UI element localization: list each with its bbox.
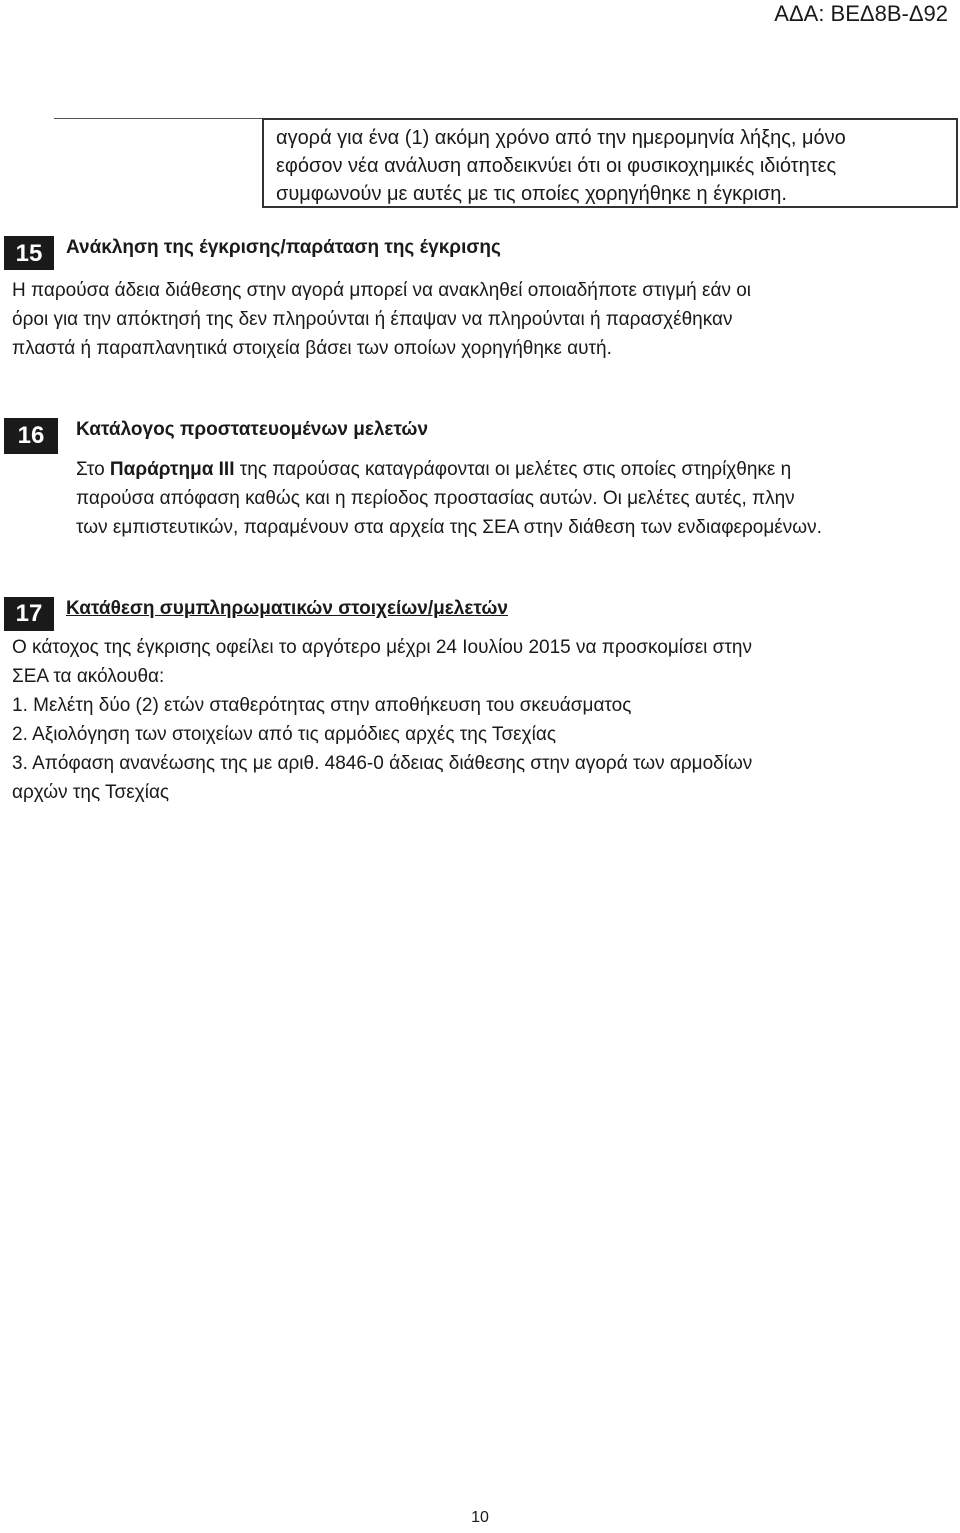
section-15-heading: Ανάκληση της έγκρισης/παράταση της έγκρισης bbox=[66, 237, 501, 258]
conditions-table-fragment bbox=[54, 118, 958, 208]
section-17-item-2: 2. Αξιολόγηση των στοιχείων από τις αρμόδιες αρχές της Τσεχίας bbox=[12, 724, 556, 745]
section-15-line-3: πλαστά ή παραπλανητικά στοιχεία βάσει των οποίων χορηγήθηκε αυτή. bbox=[12, 338, 612, 359]
table-cell-text bbox=[262, 118, 958, 208]
annex-reference: Παράρτημα ΙΙΙ bbox=[109, 459, 235, 480]
section-15-line-2: όροι για την απόκτησή της δεν πληρούνται ή έπαψαν να πληρούνται ή παρασχέθηκαν bbox=[12, 309, 733, 330]
section-17-item-1: 1. Μελέτη δύο (2) ετών σταθερότητας στην αποθήκευση του σκευάσματος bbox=[12, 695, 632, 716]
page-number: 10 bbox=[471, 1509, 489, 1526]
section-17-line-2: ΣΕΑ τα ακόλουθα: bbox=[12, 666, 165, 687]
section-15-paragraph bbox=[12, 276, 892, 363]
section-17-paragraph bbox=[12, 633, 912, 807]
section-number-17: 17 bbox=[4, 597, 54, 631]
section-17-heading: Κατάθεση συμπληρωματικών στοιχείων/μελετών bbox=[66, 598, 508, 619]
section-number-15: 15 bbox=[4, 236, 54, 270]
section-16-heading: Κατάλογος προστατευομένων μελετών bbox=[76, 419, 429, 440]
section-16-line-3: των εμπιστευτικών, παραμένουν στα αρχεία της ΣΕΑ στην διάθεση των ενδιαφερομένων. bbox=[76, 517, 822, 538]
table-line-1: αγορά για ένα (1) ακόμη χρόνο από την ημερομηνία λήξης, μόνο bbox=[276, 127, 846, 149]
section-17-line-1: Ο κάτοχος της έγκρισης οφείλει το αργότερο μέχρι 24 Ιουλίου 2015 να προσκομίσει στην bbox=[12, 637, 752, 658]
section-16-line-1 bbox=[76, 455, 946, 484]
section-16-line-1-pre: Στο bbox=[76, 459, 110, 480]
table-rule bbox=[54, 118, 264, 119]
ada-code: ΑΔΑ: ΒΕΔ8Β-Δ92 bbox=[774, 1, 948, 26]
section-16-line-2: παρούσα απόφαση καθώς και η περίοδος προστασίας αυτών. Οι μελέτες αυτές, πλην bbox=[76, 488, 795, 509]
section-15-line-1: Η παρούσα άδεια διάθεσης στην αγορά μπορεί να ανακληθεί οποιαδήποτε στιγμή εάν οι bbox=[12, 280, 752, 301]
section-17-item-3: 3. Απόφαση ανανέωσης της με αριθ. 4846-0 άδειας διάθεσης στην αγορά των αρμοδίων bbox=[12, 753, 753, 774]
table-line-2: εφόσον νέα ανάλυση αποδεικνύει ότι οι φυσικοχημικές ιδιότητες bbox=[276, 155, 837, 177]
table-line-3: συμφωνούν με αυτές με τις οποίες χορηγήθηκε η έγκριση. bbox=[276, 183, 787, 205]
section-16-paragraph bbox=[76, 455, 946, 542]
section-17-item-3-cont: αρχών της Τσεχίας bbox=[12, 782, 170, 803]
section-16-line-1-post: της παρούσας καταγράφονται οι μελέτες στις οποίες στηρίχθηκε η bbox=[234, 459, 792, 480]
section-number-16: 16 bbox=[4, 418, 58, 454]
